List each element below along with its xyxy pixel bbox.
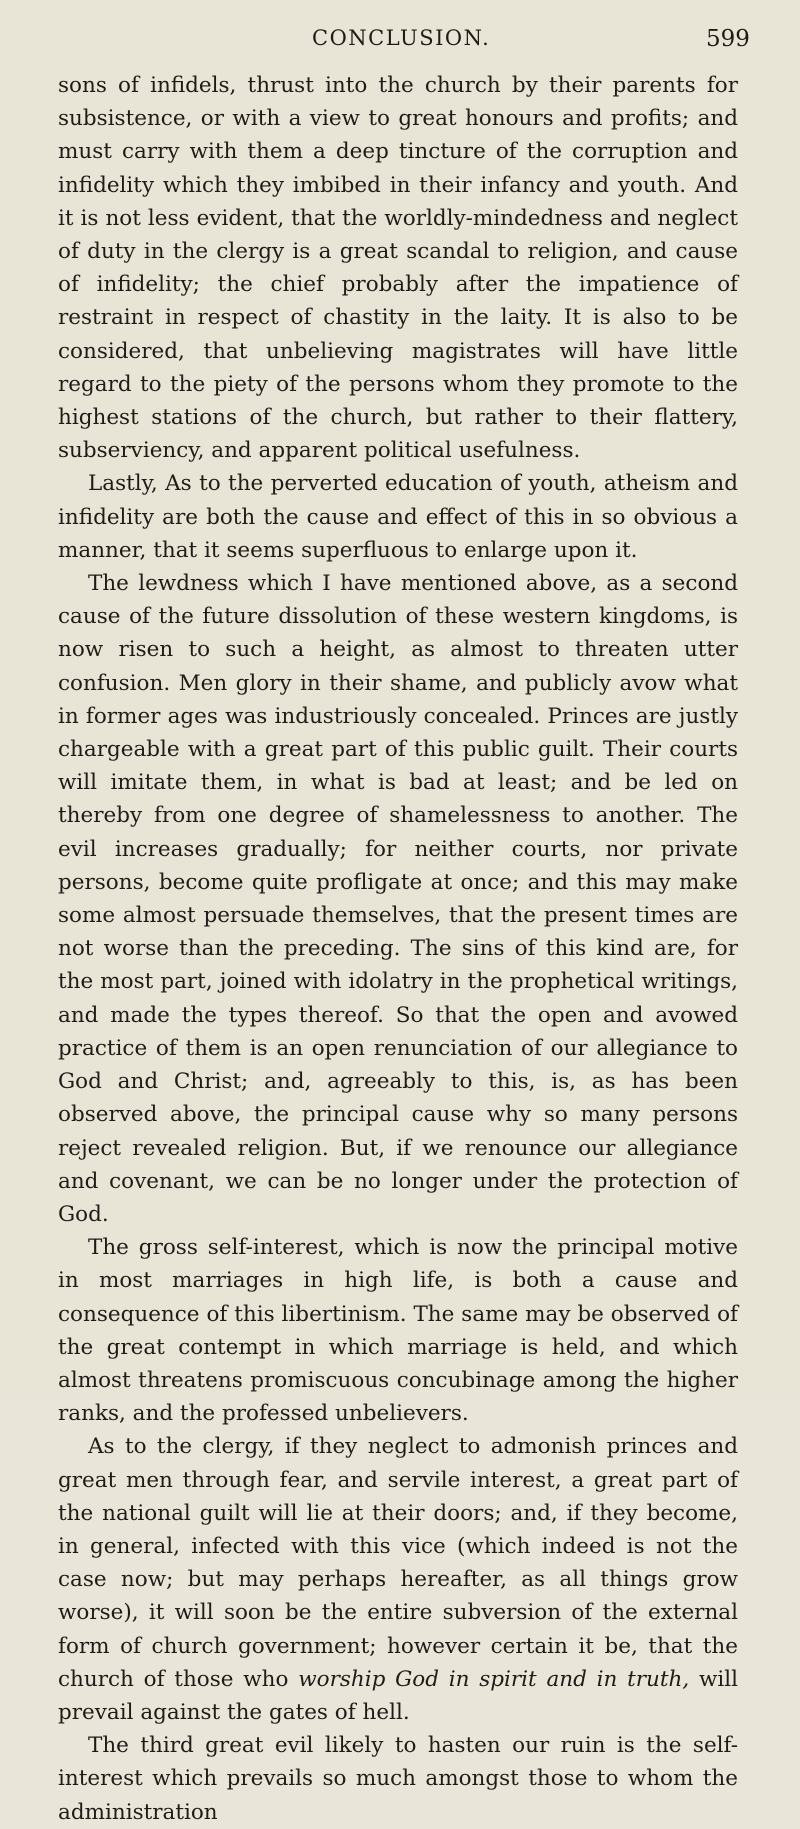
italic-phrase: worship God in spirit and in truth, (298, 1666, 690, 1692)
running-head-title: CONCLUSION. (312, 26, 491, 50)
paragraph: Lastly, As to the perverted education of youth, atheism and infidelity are both the cause and effect of this in so obvious a manner, that it seems superfluous to enlarge upon it. (58, 471, 738, 563)
paragraph: As to the clergy, if they neglect to admonish princes and great men through fear, and servile interest, a great part of the national guilt will lie at their doors; and, if they become, in general, infected with this vice (which indeed is not the case now; but may perhaps hereafter, as all things grow worse), it will soon be the entire subversion of the external form of church government; however certain it be, that the church of those who worship God in spirit and in truth, will prevail against the gates of hell. (58, 1434, 738, 1725)
body-text (58, 69, 738, 1829)
paragraph: The lewdness which I have mentioned above, as a second cause of the future dissolution of these western kingdoms, is now risen to such a height, as almost to threaten utter confusion. Men glory in their shame, and publicly avow what in former ages was industriously concealed. Princes are justly chargeable with a great part of this public guilt. Their courts will imitate them, in what is bad at least; and be led on thereby from one degree of shamelessness to another. The evil increases gradually; for neither courts, nor private persons, become quite profligate at once; and this may make some almost persuade themselves, that the present times are not worse than the preceding. The sins of this kind are, for the most part, joined with idolatry in the prophetical writings, and made the types thereof. So that the open and avowed practice of them is an open renunciation of our allegiance to God and Christ; and, agreeably to this, is, as has been observed above, the principal cause why so many persons reject revealed religion. But, if we renounce our allegiance and covenant, we can be no longer under the protection of God. (58, 571, 738, 1227)
paragraph: The gross self-interest, which is now the principal motive in most marriages in high life, is both a cause and consequence of this libertinism. The same may be observed of the great contempt in which marriage is held, and which almost threatens promiscuous concubinage among the higher ranks, and the professed unbelievers. (58, 1235, 738, 1427)
paragraph: sons of infidels, thrust into the church by their parents for subsistence, or with a view to great honours and profits; and must carry with them a deep tincture of the corruption and infidelity which they imbibed in their infancy and youth. And it is not less evident, that the worldly-mindedness and neglect of duty in the clergy is a great scandal to religion, and cause of infidelity; the chief probably after the impatience of restraint in respect of chastity in the laity. It is also to be considered, that unbelieving magistrates will have little regard to the piety of the persons whom they promote to the highest stations of the church, but rather to their flattery, subserviency, and apparent political usefulness. (58, 73, 738, 464)
page-number: 599 (706, 26, 750, 52)
paragraph: The third great evil likely to hasten our ruin is the self-interest which prevails so much amongst those to whom the administration (58, 1733, 738, 1825)
running-head (0, 26, 800, 56)
